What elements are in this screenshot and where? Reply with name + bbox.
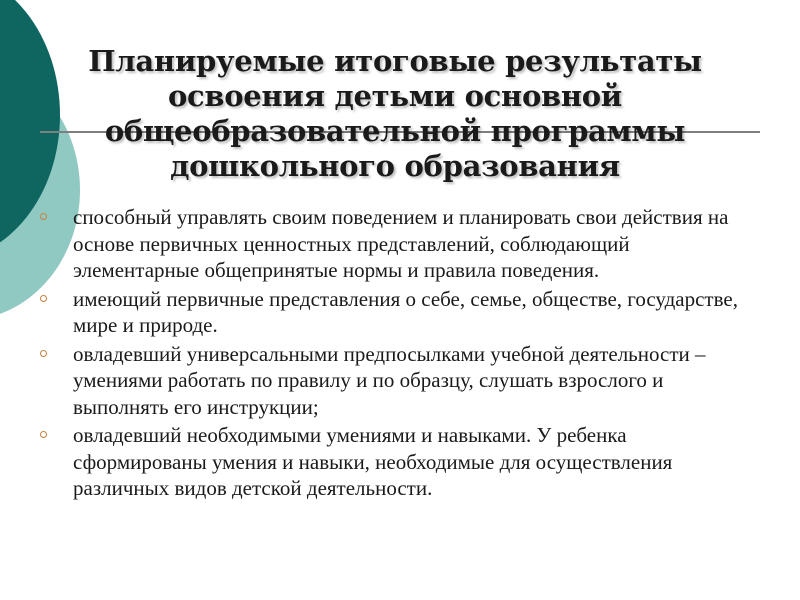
bullet-text: овладевший необходимыми умениями и навыками. У ребенка сформированы умения и навыки, необходимые для осуществления различных видов детской деятельности. — [73, 423, 673, 500]
bullet-text: имеющий первичные представления о себе, семье, обществе, государстве, мире и природе. — [73, 286, 738, 337]
circle-bullet-icon — [40, 213, 47, 220]
bullet-text: способный управлять своим поведением и планировать свои действия на основе первичных ценностных представлений, соблюдающий элементарные общепринятые нормы и правила поведения. — [73, 205, 729, 282]
circle-bullet-icon — [40, 350, 47, 357]
bullet-list — [40, 204, 760, 504]
list-item — [40, 422, 760, 502]
bullet-text: овладевший универсальными предпосылками учебной деятельности – умениями работать по правилу и по образцу, слушать взрослого и выполнять его инструкции; — [73, 341, 706, 419]
circle-bullet-icon — [40, 431, 47, 438]
list-item — [40, 286, 760, 339]
list-item — [40, 204, 760, 284]
circle-bullet-icon — [40, 295, 47, 302]
slide-title: Планируемые итоговые результаты освоения детьми основной общеобразовательной программы дошкольного образования — [88, 44, 702, 183]
list-item — [40, 341, 760, 421]
